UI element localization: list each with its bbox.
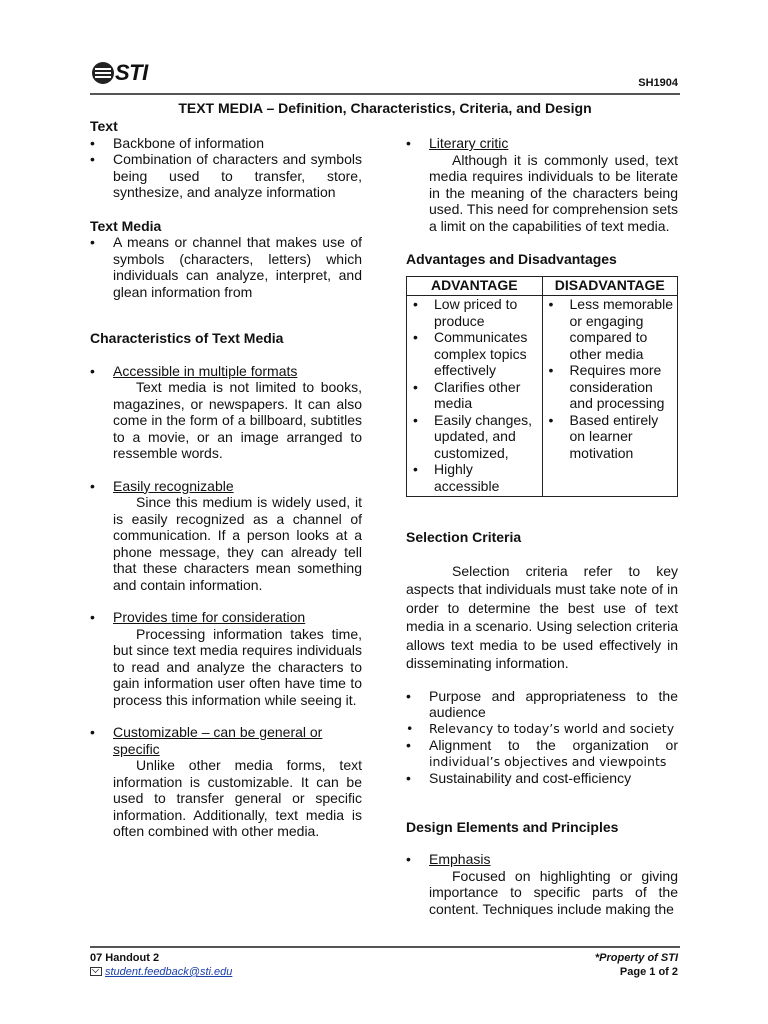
- list-item: • A means or channel that makes use of symbols (characters, letters) which individuals can analyze, interpret, and glean information from: [90, 234, 362, 300]
- list-item: • Backbone of information: [90, 135, 362, 152]
- design-heading: Design Elements and Principles: [406, 818, 619, 835]
- handout-label: 07 Handout 2: [90, 952, 160, 964]
- critic-title: Literary critic: [429, 135, 509, 151]
- text-media-list: [90, 234, 362, 300]
- sti-logo: [92, 59, 148, 85]
- feedback-email-link[interactable]: student.feedback@sti.edu: [105, 966, 233, 978]
- list-item: • Relevancy to today’s world and society: [406, 721, 678, 738]
- left-column: [90, 118, 362, 840]
- characteristics-list: [90, 609, 362, 626]
- text-heading: Text: [90, 118, 118, 134]
- characteristics-list: [90, 724, 362, 757]
- characteristics-heading: Characteristics of Text Media: [90, 330, 284, 346]
- advantage-cell: [407, 296, 543, 497]
- disadvantage-column-header: DISADVANTAGE: [542, 276, 678, 296]
- disadvantage-cell: [542, 296, 678, 497]
- list-item: [90, 363, 362, 380]
- advantage-item: • Easily changes, updated, and customized,: [409, 412, 540, 462]
- emphasis-body: Focused on highlighting or giving importance to specific parts of the content. Techniques include making the: [429, 867, 678, 917]
- advantage-item: • Communicates complex topics effectively: [409, 329, 540, 379]
- criteria-line: individual’s objectives and viewpoints: [429, 753, 667, 769]
- advantage-item: • Clarifies other media: [409, 379, 540, 412]
- list-item: • Purpose and appropriateness to the audience: [406, 688, 678, 721]
- characteristic-title: Easily recognizable: [113, 477, 234, 494]
- list-item: • Sustainability and cost-efficiency: [406, 770, 678, 787]
- characteristic-title: Customizable – can be general or specific: [113, 724, 323, 757]
- list-item: [90, 724, 362, 757]
- footer-rule: [90, 946, 680, 948]
- characteristic-body: Unlike other media forms, text information is customizable. It can be used to transfer general or specific information. Additionally, text media is often combined with other media.: [113, 757, 362, 839]
- critic-body: Although it is commonly used, text media requires individuals to be literate in the meaning of the characters being used. This need for comprehension sets a limit on the capabilities of text media.: [429, 151, 678, 234]
- text-list: [90, 135, 362, 201]
- disadvantage-item: • Requires more consideration and processing: [545, 362, 676, 412]
- characteristic-title: Accessible in multiple formats: [113, 362, 298, 379]
- page-number: Page 1 of 2: [619, 966, 678, 978]
- characteristic-body: Since this medium is widely used, it is easily recognized as a channel of communication. If a person looks at a phone message, they can already tell that these characters mean something and contain information.: [113, 494, 362, 593]
- disadvantage-item: • Based entirely on learner motivation: [545, 412, 676, 462]
- text-media-heading: Text Media: [90, 217, 162, 234]
- advantage-column-header: ADVANTAGE: [407, 276, 543, 296]
- mail-icon: [90, 967, 102, 976]
- list-item: [406, 737, 678, 770]
- advantages-heading: Advantages and Disadvantages: [406, 251, 617, 267]
- list-item: • Combination of characters and symbols being used to transfer, store, synthesize, and analyze information: [90, 151, 362, 201]
- list-item: [406, 135, 678, 152]
- list-item: [90, 478, 362, 495]
- list-item: [90, 609, 362, 626]
- doc-code: SH1904: [638, 77, 678, 89]
- disadvantage-item: • Less memorable or engaging compared to other media: [545, 296, 676, 362]
- footer-right: [595, 951, 678, 979]
- footer-left: [90, 951, 232, 979]
- list-item: [406, 851, 678, 868]
- advantages-table: [406, 276, 678, 498]
- selection-body: Selection criteria refer to key aspects that individuals must take note of in order to determine the best use of text media in a scenario. Using selection criteria allows text media to be used effectively in disseminating information.: [406, 562, 678, 671]
- header-rule: [90, 93, 680, 95]
- design-list: [406, 851, 678, 868]
- right-column: [406, 135, 678, 917]
- characteristics-list: [90, 478, 362, 495]
- criteria-line: • Alignment to the organization or: [429, 737, 678, 753]
- characteristic-body: Processing information takes time, but since text media requires individuals to read and analyze the characters to gain information user often have time to process this information while seeing it.: [113, 625, 362, 708]
- characteristics-list: [90, 363, 362, 380]
- page-title: TEXT MEDIA – Definition, Characteristics, Criteria, and Design: [178, 100, 592, 116]
- property-label: *Property of STI: [594, 952, 678, 964]
- advantage-item: • Low priced to produce: [409, 296, 540, 329]
- logo-text: STI: [115, 59, 148, 85]
- characteristic-title: Provides time for consideration: [113, 609, 306, 625]
- critic-list: [406, 135, 678, 152]
- criteria-list: [406, 688, 678, 787]
- advantage-item: • Highly accessible: [409, 461, 540, 494]
- globe-icon: [92, 62, 114, 84]
- emphasis-title: Emphasis: [429, 851, 491, 867]
- selection-heading: Selection Criteria: [406, 529, 522, 545]
- characteristic-body: Text media is not limited to books, magazines, or newspapers. It can also come in the form of a billboard, subtitles to a movie, or an image arranged to ressemble words.: [113, 379, 362, 461]
